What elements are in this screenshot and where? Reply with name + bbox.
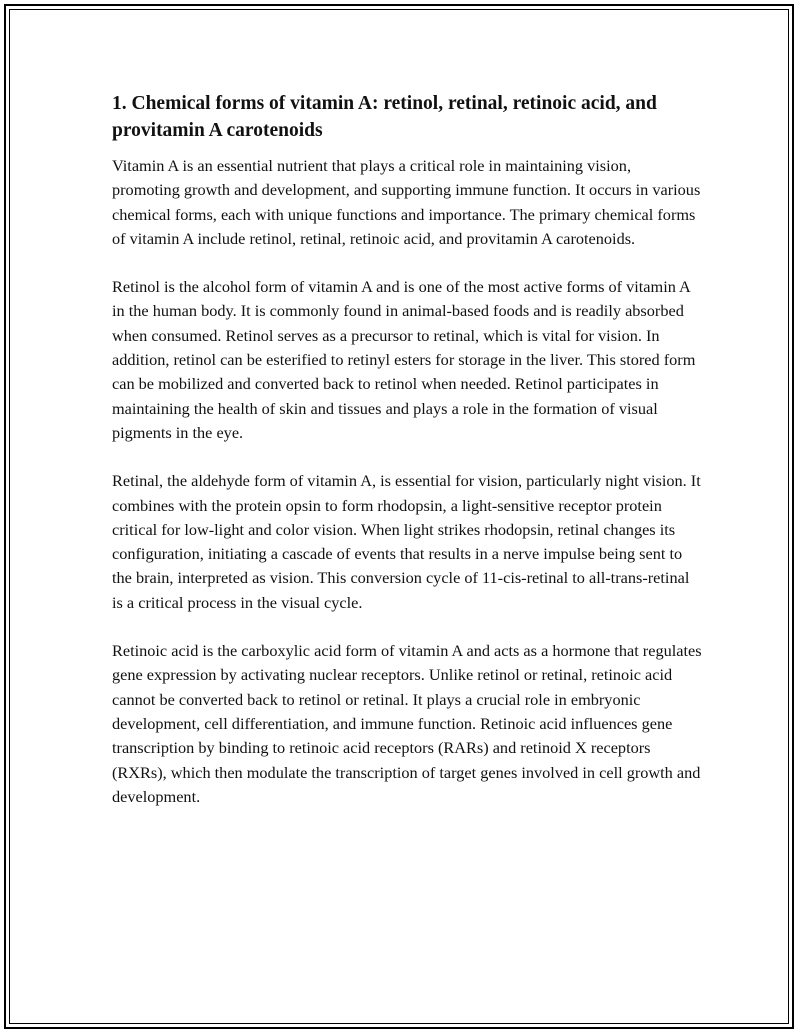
section-heading: 1. Chemical forms of vitamin A: retinol, retinal, retinoic acid, and provitamin A carotenoids (112, 93, 657, 141)
paragraph-retinal: Retinal, the aldehyde form of vitamin A, is essential for vision, particularly night vision. It combines with the protein opsin to form rhodopsin, a light-sensitive receptor protein critical for low-light and color vision. When light strikes rhodopsin, retinal changes its configuration, initiating a cascade of events that results in a nerve impulse being sent to the brain, interpreted as vision. This conversion cycle of 11-cis-retinal to all-trans-retinal is a critical process in the visual cycle. (112, 471, 701, 612)
paragraph-retinoic-acid: Retinoic acid is the carboxylic acid form of vitamin A and acts as a hormone that regulates gene expression by activating nuclear receptors. Unlike retinol or retinal, retinoic acid cannot be converted back to retinol or retinal. It plays a crucial role in embryonic development, cell differentiation, and immune function. Retinoic acid influences gene transcription by binding to retinoic acid receptors (RARs) and retinoid X receptors (RXRs), which then modulate the transcription of target genes involved in cell growth and development. (112, 641, 702, 806)
paragraph-retinol: Retinol is the alcohol form of vitamin A and is one of the most active forms of vitamin A in the human body. It is commonly found in animal-based foods and is readily absorbed when consumed. Retinol serves as a precursor to retinal, which is vital for vision. In addition, retinol can be esterified to retinyl esters for storage in the liver. This stored form can be mobilized and converted back to retinol when needed. Retinol participates in maintaining the health of skin and tissues and plays a role in the formation of visual pigments in the eye. (112, 277, 696, 442)
document-body (112, 90, 702, 833)
paragraph-intro: Vitamin A is an essential nutrient that plays a critical role in maintaining vision, promoting growth and development, and supporting immune function. It occurs in various chemical forms, each with unique functions and importance. The primary chemical forms of vitamin A include retinol, retinal, retinoic acid, and provitamin A carotenoids. (112, 156, 701, 248)
